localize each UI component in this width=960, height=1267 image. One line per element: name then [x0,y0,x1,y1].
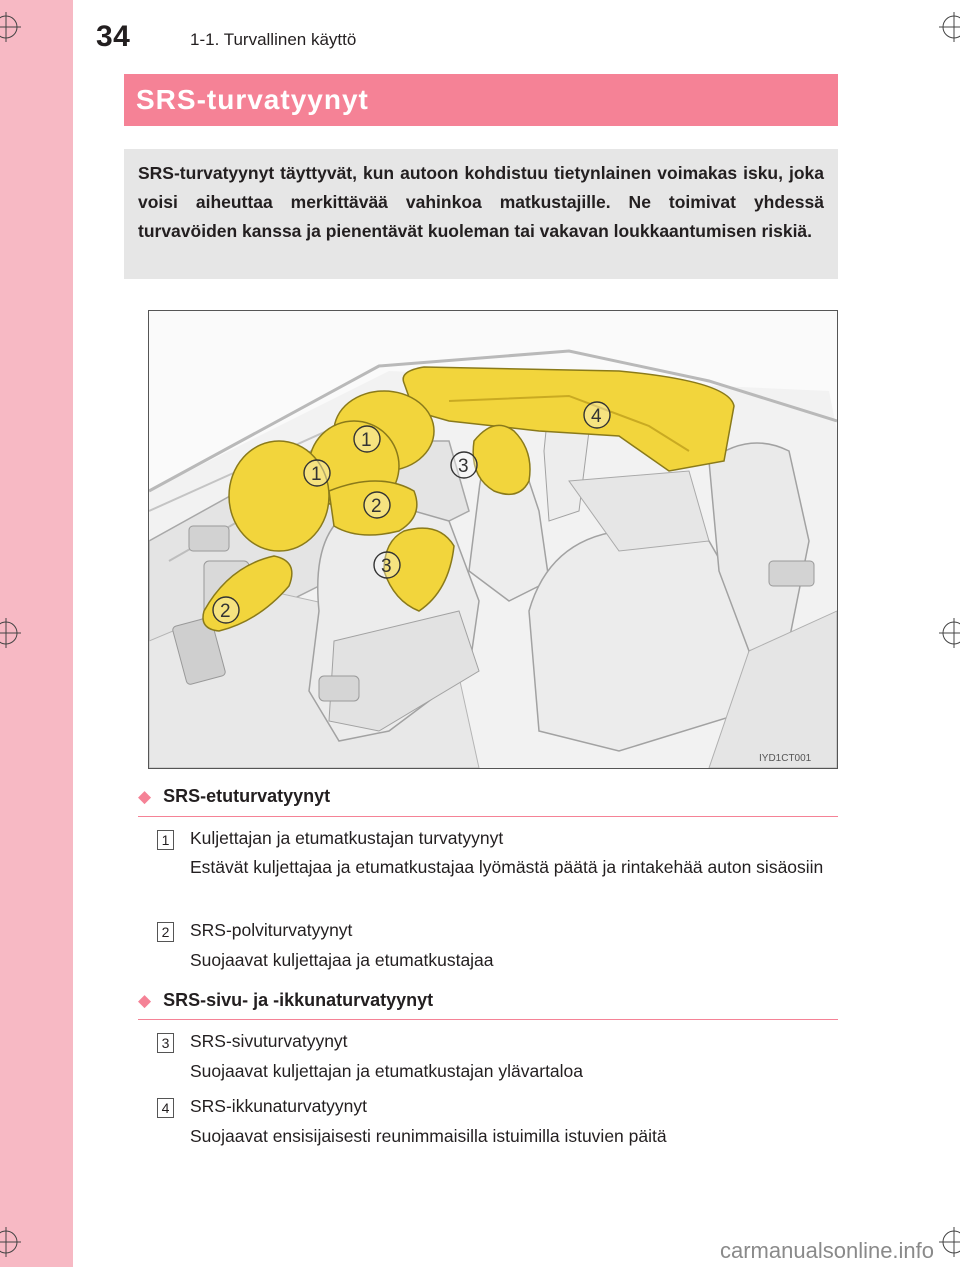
watermark: carmanualsonline.info [720,1238,935,1263]
svg-text:3: 3 [381,556,392,577]
item-title: SRS-polviturvatyynyt [190,920,353,940]
item-title: Kuljettajan ja etumatkustajan turvatyynyt [190,828,504,848]
label-4 [584,402,610,428]
label-3-driver [374,552,400,578]
item-description: Estävät kuljettajaa ja etumatkustajaa lyömästä päätä ja rintakehää auton sisäosiin [190,857,824,877]
svg-text:1: 1 [361,430,372,451]
item-title: SRS-ikkunaturvatyynyt [190,1096,368,1116]
item-description: Suojaavat ensisijaisesti reunimmaisilla istuimilla istuvien päitä [190,1126,667,1146]
svg-text:3: 3 [458,456,469,477]
label-1-driver [304,460,330,486]
item-number: 3 [157,1033,174,1053]
airbag-illustration [148,310,838,769]
item-number: 2 [157,922,174,942]
label-1-passenger [354,426,380,452]
diamond-icon: ◆ [138,991,152,1010]
diamond-icon: ◆ [138,787,152,806]
item-number: 1 [157,830,174,850]
registration-mark-icon [0,618,21,648]
registration-mark-icon [0,12,21,42]
item-title: SRS-sivuturvatyynyt [190,1031,348,1051]
registration-mark-icon [939,1227,960,1257]
label-3-passenger [451,452,477,478]
divider [138,816,838,817]
svg-text:1: 1 [311,464,322,485]
label-2-driver [213,597,239,623]
label-2-passenger [364,492,390,518]
divider [138,1019,838,1020]
registration-mark-icon [939,618,960,648]
subhead-side-curtain-airbags: ◆ SRS-sivu- ja -ikkunaturvatyynyt [138,990,434,1010]
item-number: 4 [157,1098,174,1118]
section-header: 1-1. Turvallinen käyttö [190,30,357,49]
svg-text:2: 2 [371,496,382,517]
illustration-code: IYD1CT001 [759,753,812,764]
svg-text:2: 2 [220,601,231,622]
registration-mark-icon [939,12,960,42]
intro-text: SRS-turvatyynyt täyttyvät, kun autoon kohdistuu tietynlainen voimakas isku, joka voisi aiheuttaa merkittävää vahinkoa matkustajille. Ne toimivat yhdessä turvavöiden kanssa ja pienentävät kuoleman tai vakavan loukkaantumisen riskiä. [124,149,838,279]
subhead-front-airbags: ◆ SRS-etuturvatyynyt [138,786,331,806]
item-description: Suojaavat kuljettajan ja etumatkustajan ylävartaloa [190,1061,584,1081]
item-description: Suojaavat kuljettajaa ja etumatkustajaa [190,950,494,970]
svg-text:4: 4 [591,406,602,427]
registration-mark-icon [0,1227,21,1257]
page-title: SRS-turvatyynyt [124,74,838,126]
page-number: 34 [96,20,131,53]
